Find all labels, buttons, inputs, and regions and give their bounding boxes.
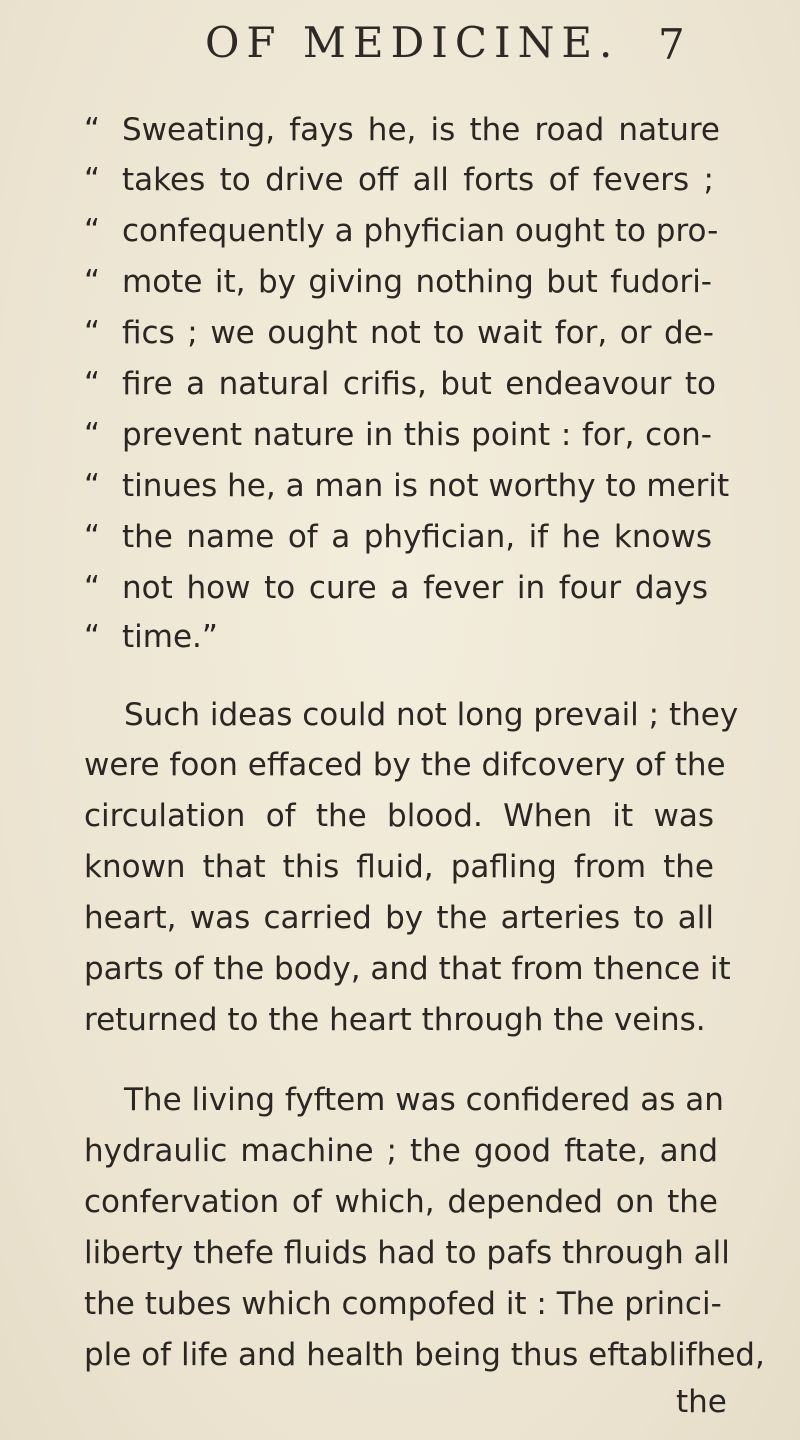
quote-line: prevent nature in this point : for, con- (122, 417, 712, 453)
quote-line-last: time.” (122, 619, 218, 655)
quote-mark: “ (84, 264, 101, 300)
paragraph-line: known that this fluid, pafling from the (84, 849, 714, 885)
quote-mark: “ (84, 315, 101, 351)
running-title: OF MEDICINE. (205, 18, 620, 67)
paragraph-line: parts of the body, and that from thence it (84, 951, 731, 987)
paragraph-line: The living fyftem was confidered as an (124, 1082, 724, 1118)
paragraph-line: were foon effaced by the difcovery of the (84, 747, 726, 783)
quote-line: not how to cure a fever in four days (122, 570, 708, 606)
quote-mark: “ (84, 112, 101, 148)
paragraph-line: ple of life and health being thus eftablifhed, (84, 1337, 765, 1373)
quote-mark: “ (84, 570, 101, 606)
paragraph-line: liberty thefe fluids had to pafs through all (84, 1235, 730, 1271)
quote-line: confequently a phyfician ought to pro- (122, 213, 719, 249)
catchword: the (676, 1384, 727, 1420)
quote-line: mote it, by giving nothing but fudori- (122, 264, 712, 300)
page-header (0, 18, 800, 78)
quote-mark: “ (84, 366, 101, 402)
paragraph-line: circulation of the blood. When it was (84, 798, 714, 834)
quote-mark: “ (84, 468, 101, 504)
quote-mark: “ (84, 417, 101, 453)
quote-line: fics ; we ought not to wait for, or de- (122, 315, 714, 351)
quote-line: fire a natural crifis, but endeavour to (122, 366, 716, 402)
paragraph-line-last: returned to the heart through the veins. (84, 1002, 706, 1038)
quote-mark: “ (84, 519, 101, 555)
paragraph-line: the tubes which compofed it : The princi- (84, 1286, 722, 1322)
quote-mark: “ (84, 619, 101, 655)
paragraph-line: confervation of which, depended on the (84, 1184, 718, 1220)
paragraph-line: hydraulic machine ; the good ftate, and (84, 1133, 718, 1169)
quote-mark: “ (84, 213, 101, 249)
quote-mark: “ (84, 162, 101, 198)
page-number: 7 (658, 20, 685, 69)
paragraph-line: heart, was carried by the arteries to all (84, 900, 714, 936)
quote-line: the name of a phyfician, if he knows (122, 519, 712, 555)
quote-line: tinues he, a man is not worthy to merit (122, 468, 730, 504)
paragraph-line: Such ideas could not long prevail ; they (124, 697, 739, 733)
quote-line: takes to drive off all forts of fevers ; (122, 162, 714, 198)
quote-line: Sweating, fays he, is the road nature (122, 112, 720, 148)
